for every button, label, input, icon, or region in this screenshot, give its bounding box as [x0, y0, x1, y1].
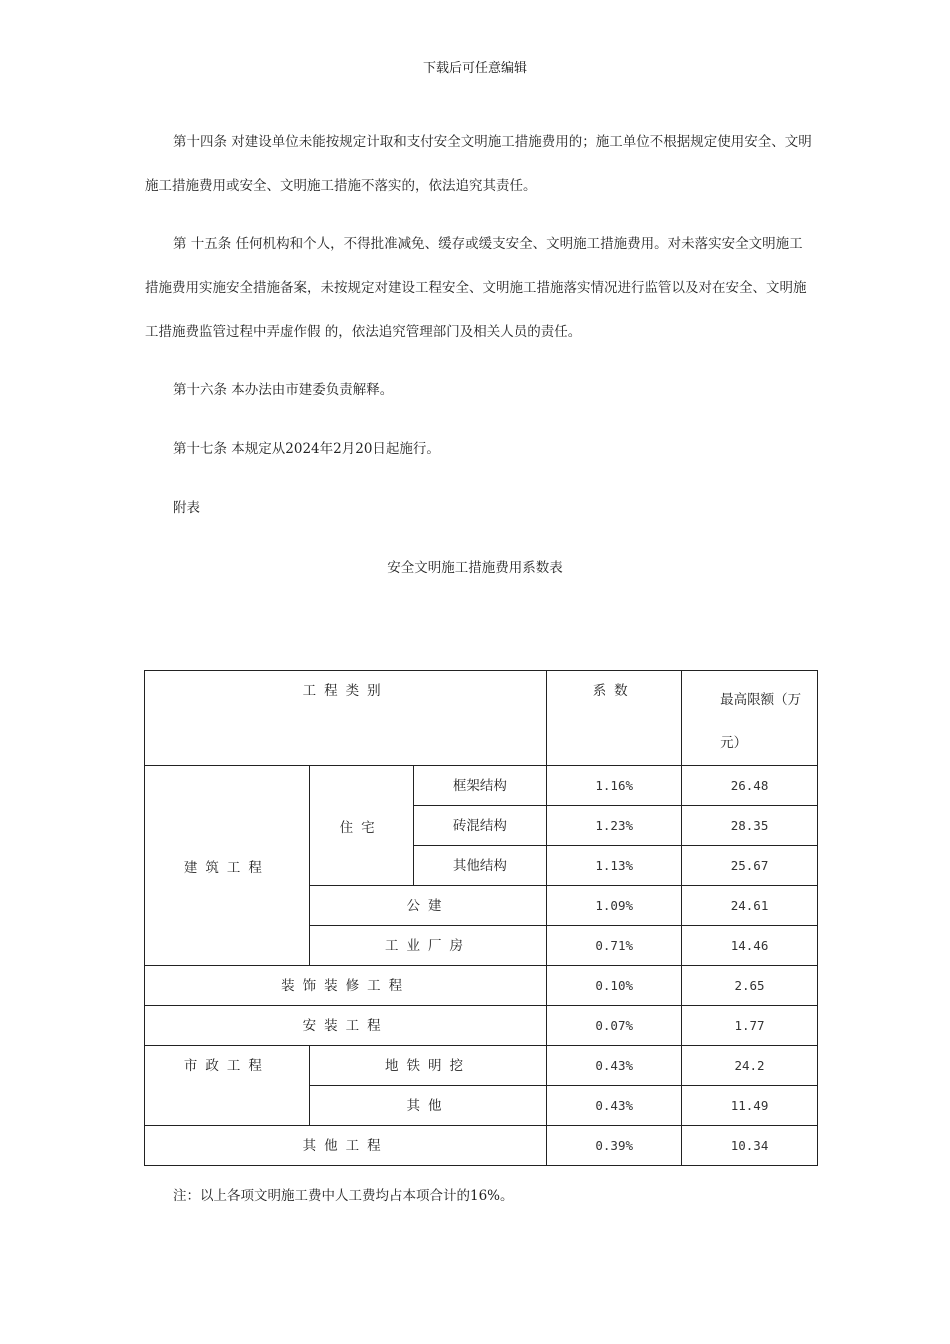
row-coefficient: 0.43% — [547, 1086, 682, 1126]
table-row — [145, 1046, 818, 1086]
table-row — [145, 766, 818, 806]
header-category: 工程类别 — [145, 671, 547, 766]
row-coefficient: 1.23% — [547, 806, 682, 846]
row-coefficient: 0.43% — [547, 1046, 682, 1086]
row-coefficient: 0.39% — [547, 1126, 682, 1166]
table-note: 注：以上各项文明施工费中人工费均占本项合计的16%。 — [173, 1188, 514, 1204]
table-row — [145, 1126, 818, 1166]
group-building: 建筑工程 — [145, 766, 310, 966]
row-label: 装饰装修工程 — [145, 966, 547, 1006]
row-limit: 24.2 — [682, 1046, 818, 1086]
article-14: 第十四条 对建设单位未能按规定计取和支付安全文明施工措施费用的；施工单位不根据规定使用安全、文明施工措施费用或安全、文明施工措施不落实的，依法追究其责任。 — [145, 134, 812, 194]
row-label: 其他 — [309, 1086, 547, 1126]
article-16: 第十六条 本办法由市建委负责解释。 — [173, 382, 394, 398]
article-15: 第 十五条 任何机构和个人，不得批准减免、缓存或缓支安全、文明施工措施费用。对未落实安全文明施工措施费用实施安全措施备案，未按规定对建设工程安全、文明施工措施落实情况进行监管以及对在安全、文明施工措施费监管过程中弄虚作假 的，依法追究管理部门及相关人员的责任。 — [145, 236, 807, 340]
fee-coefficient-table — [144, 670, 818, 1166]
row-coefficient: 1.09% — [547, 886, 682, 926]
group-residential: 住宅 — [309, 766, 413, 886]
row-label: 其他结构 — [413, 846, 547, 886]
row-limit: 10.34 — [682, 1126, 818, 1166]
row-limit: 1.77 — [682, 1006, 818, 1046]
row-label: 框架结构 — [413, 766, 547, 806]
row-limit: 2.65 — [682, 966, 818, 1006]
row-coefficient: 0.10% — [547, 966, 682, 1006]
group-municipal: 市政工程 — [145, 1046, 310, 1126]
row-limit: 14.46 — [682, 926, 818, 966]
table-row — [145, 966, 818, 1006]
row-label: 工业厂房 — [309, 926, 547, 966]
row-label: 其他工程 — [145, 1126, 547, 1166]
row-label: 地铁明挖 — [309, 1046, 547, 1086]
table-row — [145, 1006, 818, 1046]
row-limit: 24.61 — [682, 886, 818, 926]
header-coefficient: 系数 — [547, 671, 682, 766]
row-limit: 25.67 — [682, 846, 818, 886]
row-coefficient: 1.13% — [547, 846, 682, 886]
table-caption: 安全文明施工措施费用系数表 — [387, 560, 563, 576]
row-limit: 11.49 — [682, 1086, 818, 1126]
row-coefficient: 0.07% — [547, 1006, 682, 1046]
row-label: 公建 — [309, 886, 547, 926]
appendix-label: 附表 — [173, 500, 200, 516]
article-17: 第十七条 本规定从2024年2月20日起施行。 — [173, 441, 440, 457]
row-limit: 26.48 — [682, 766, 818, 806]
header-max-limit: 最高限额（万元） — [682, 671, 818, 766]
row-label: 砖混结构 — [413, 806, 547, 846]
row-coefficient: 1.16% — [547, 766, 682, 806]
row-label: 安装工程 — [145, 1006, 547, 1046]
table-header-row — [145, 671, 818, 766]
row-coefficient: 0.71% — [547, 926, 682, 966]
row-limit: 28.35 — [682, 806, 818, 846]
page-header: 下载后可任意编辑 — [422, 61, 527, 76]
